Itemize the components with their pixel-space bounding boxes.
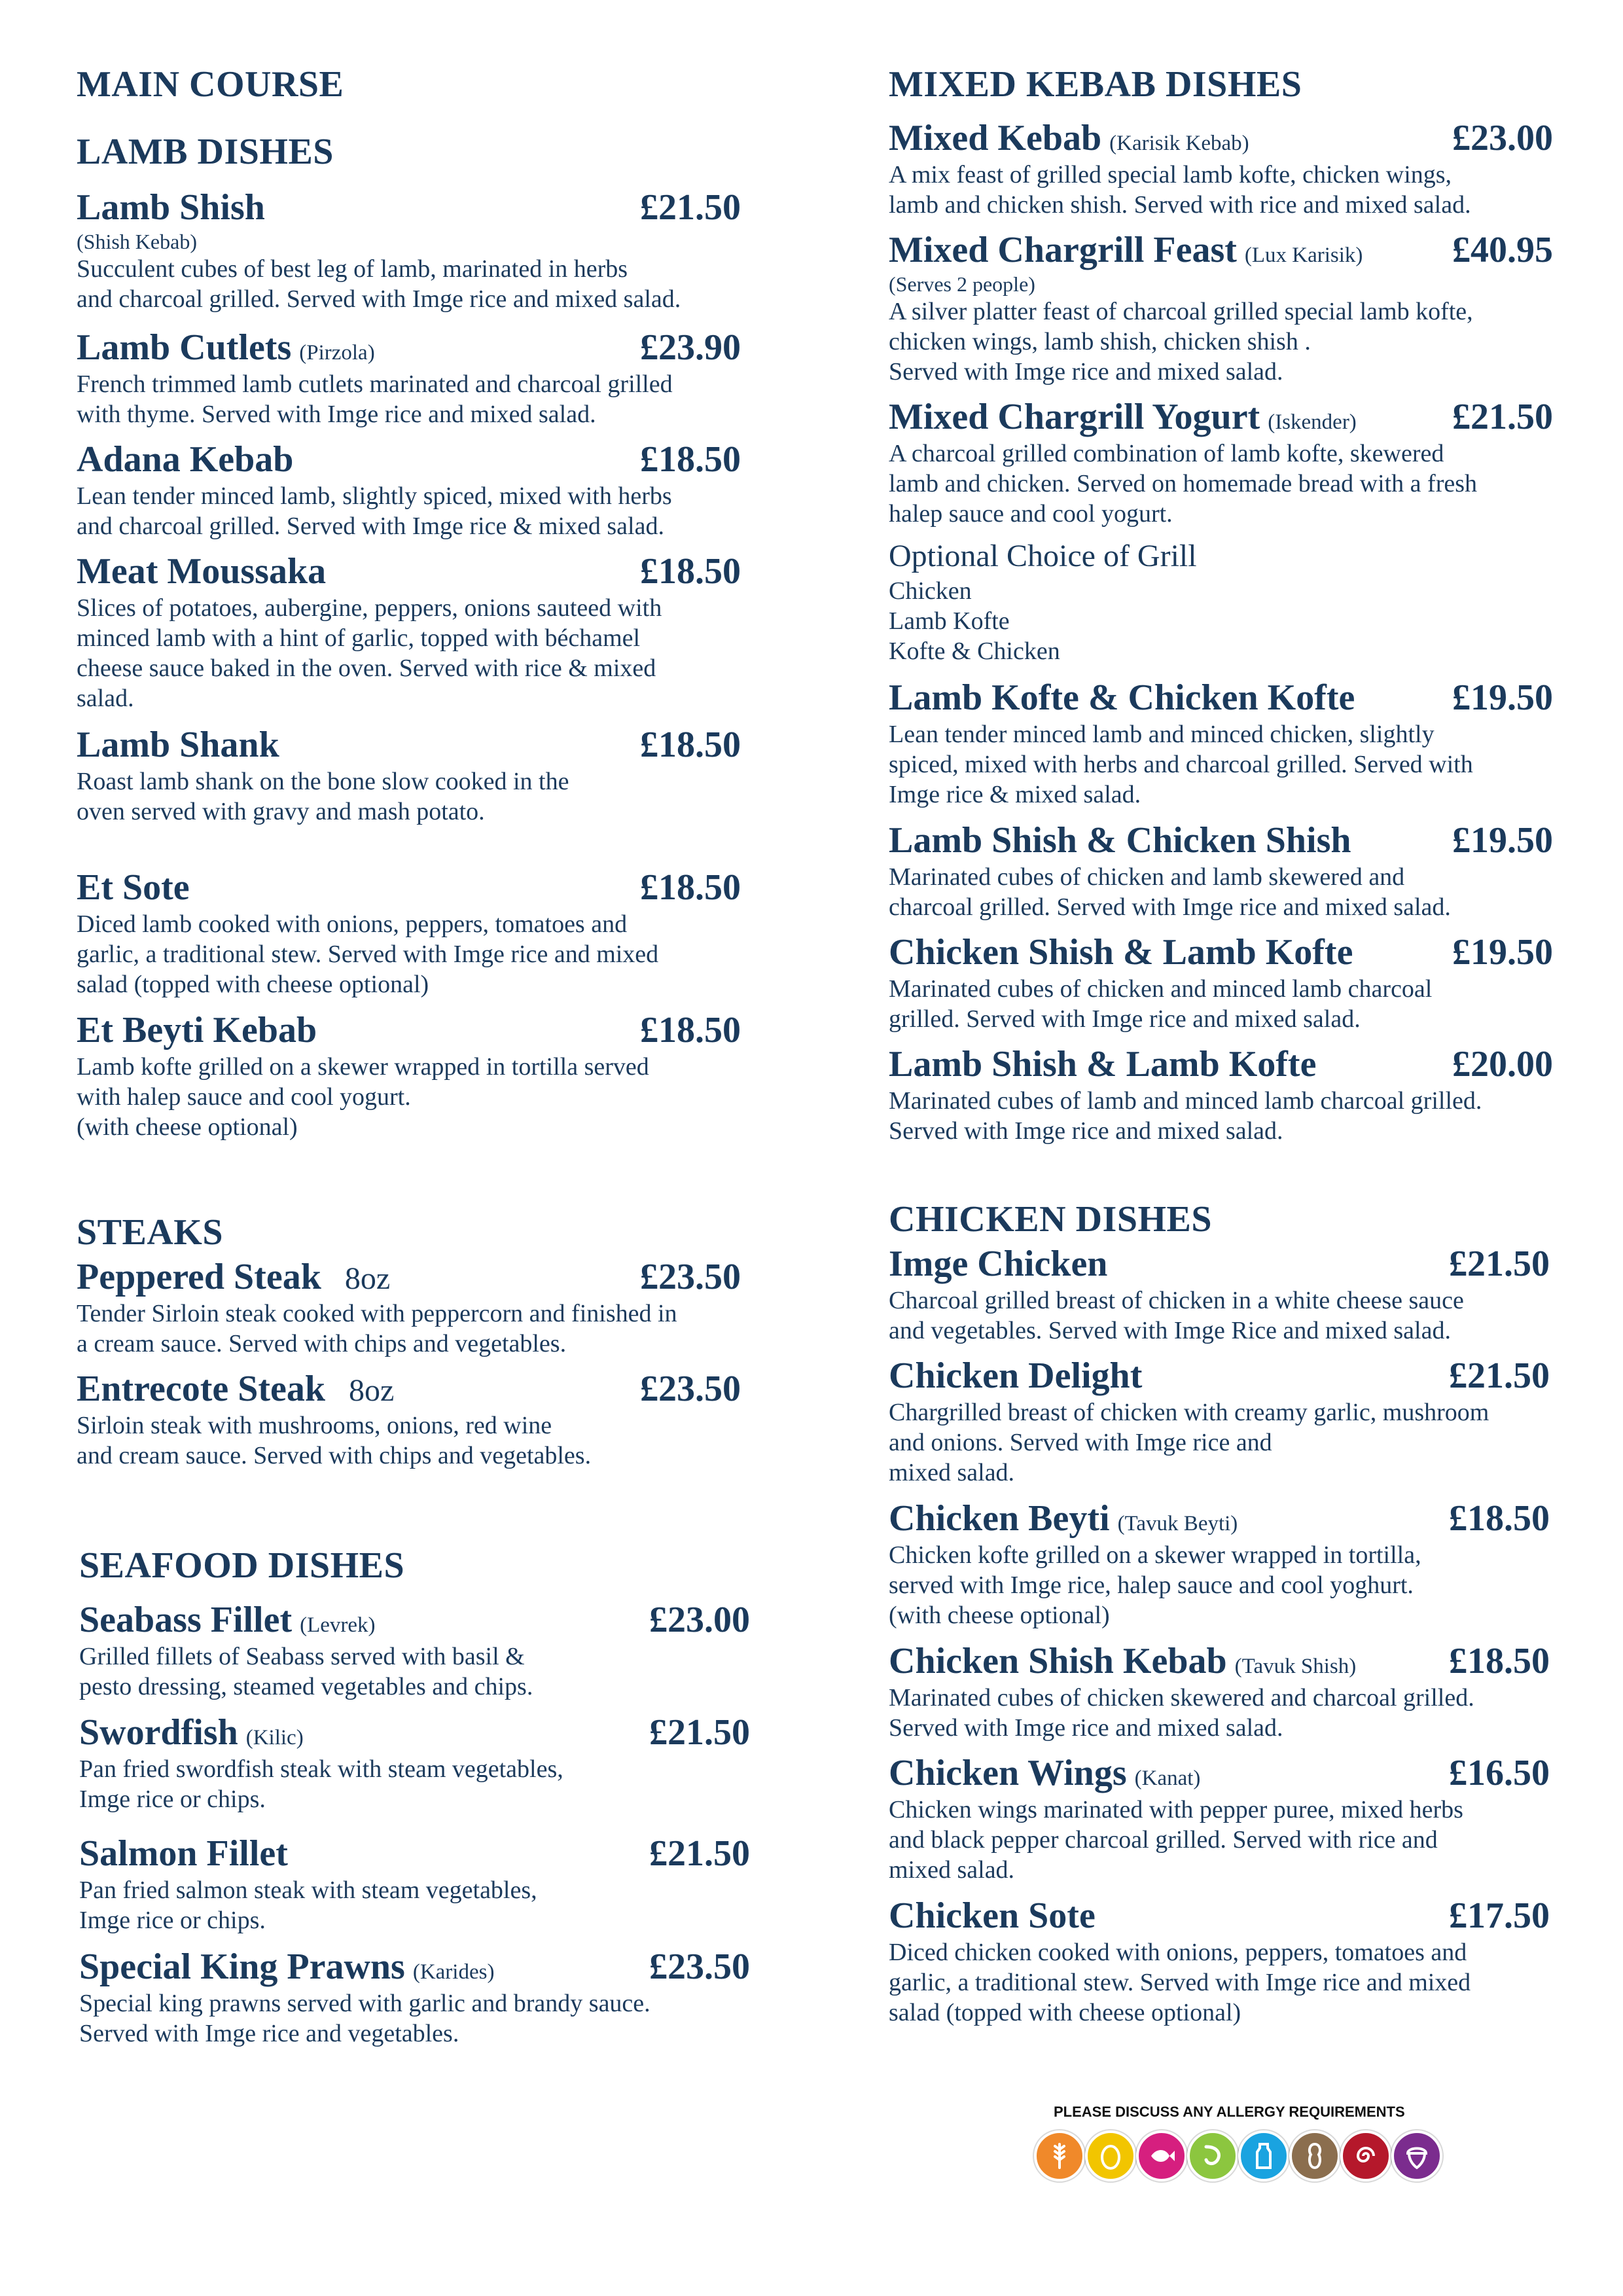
item-name: Chicken Shish & Lamb Kofte <box>889 932 1353 973</box>
item-name: Entrecote Steak <box>77 1369 325 1409</box>
menu-item-lamb-shish <box>77 186 741 314</box>
item-name: Lamb Kofte & Chicken Kofte <box>889 677 1355 718</box>
item-description: Lean tender minced lamb and minced chicken, slightly spiced, mixed with herbs and charcoal grilled. Served with Imge rice & mixed salad. <box>889 721 1473 808</box>
chicken-dishes-heading: CHICKEN DISHES <box>889 1199 1213 1240</box>
mixed-kebab-heading: MIXED KEBAB DISHES <box>889 64 1302 105</box>
menu-item-peppered-steak <box>77 1255 741 1359</box>
item-name: Imge Chicken <box>889 1244 1108 1284</box>
menu-item-mixed-kebab <box>889 117 1553 220</box>
menu-item-chicken-wings <box>889 1751 1550 1885</box>
item-price: £23.00 <box>1452 118 1553 158</box>
item-name: Swordfish <box>79 1712 238 1753</box>
item-description: Lamb kofte grilled on a skewer wrapped in tortilla served with halep sauce and cool yogurt. (with cheese optional) <box>77 1053 649 1141</box>
item-name: Lamb Shish & Lamb Kofte <box>889 1044 1317 1085</box>
menu-item-salmon-fillet <box>79 1832 750 1935</box>
item-subtitle: (Serves 2 people) <box>889 272 1035 296</box>
menu-item-seabass-fillet <box>79 1598 750 1702</box>
item-alt-name: 8oz <box>344 1261 391 1296</box>
item-name: Chicken Sote <box>889 1895 1096 1936</box>
item-description: Slices of potatoes, aubergine, peppers, onions sauteed with minced lamb with a hint of garlic, topped with béchamel cheese sauce baked in the oven. Served with rice & mixed salad. <box>77 594 662 712</box>
item-description: Chargrilled breast of chicken with creamy garlic, mushroom and onions. Served with Imge rice and mixed salad. <box>889 1399 1489 1486</box>
item-price: £18.50 <box>1449 1641 1550 1681</box>
egg-icon <box>1085 2130 1136 2181</box>
item-alt-name: (Karides) <box>412 1960 495 1984</box>
menu-item-chicken-sote <box>889 1894 1550 2028</box>
item-description: Roast lamb shank on the bone slow cooked in the oven served with gravy and mash potato. <box>77 768 569 825</box>
item-price: £23.50 <box>640 1257 741 1297</box>
item-description: Chicken kofte grilled on a skewer wrapped in tortilla, served with Imge rice, halep sauce and cool yoghurt. (with cheese optional) <box>889 1541 1421 1629</box>
menu-item-lamb-shank <box>77 723 741 827</box>
item-price: £40.95 <box>1452 230 1553 270</box>
item-alt-name: (Levrek) <box>300 1613 376 1637</box>
optional-choice: Lamb Kofte <box>889 607 1010 635</box>
item-price: £19.50 <box>1452 820 1553 861</box>
item-name: Et Beyti Kebab <box>77 1010 317 1050</box>
lamb-dishes-heading: LAMB DISHES <box>77 132 334 172</box>
optional-choice: Kofte & Chicken <box>889 637 1060 665</box>
item-price: £21.50 <box>640 187 741 228</box>
menu-item-special-king-prawns <box>79 1945 750 2049</box>
item-name: Salmon Fillet <box>79 1833 288 1874</box>
item-alt-name: 8oz <box>349 1373 395 1408</box>
item-description: Chicken wings marinated with pepper puree, mixed herbs and black pepper charcoal grilled. Served with rice and mixed salad. <box>889 1796 1463 1884</box>
item-name: Mixed Kebab <box>889 118 1102 158</box>
main-course-heading: MAIN COURSE <box>77 64 344 105</box>
item-alt-name: (Karisik Kebab) <box>1109 132 1249 155</box>
item-description: Lean tender minced lamb, slightly spiced, mixed with herbs and charcoal grilled. Served with Imge rice & mixed salad. <box>77 482 672 540</box>
item-price: £19.50 <box>1452 932 1553 973</box>
item-description: Grilled fillets of Seabass served with basil & pesto dressing, steamed vegetables and chips. <box>79 1643 533 1700</box>
item-name: Lamb Shish <box>77 187 265 228</box>
item-price: £21.50 <box>649 1712 750 1753</box>
item-price: £18.50 <box>640 1010 741 1050</box>
menu-item-lamb-shish-lamb-kofte <box>889 1043 1553 1146</box>
nuts-icon <box>1391 2130 1442 2181</box>
item-price: £19.50 <box>1452 677 1553 718</box>
menu-item-lamb-shish-chicken-shish <box>889 819 1553 922</box>
item-alt-name: (Kanat) <box>1134 1767 1201 1790</box>
item-description: Marinated cubes of lamb and minced lamb charcoal grilled. Served with Imge rice and mixed salad. <box>889 1087 1482 1145</box>
optional-grill-label: Optional Choice of Grill <box>889 539 1197 573</box>
item-name: Lamb Shish & Chicken Shish <box>889 820 1351 861</box>
menu-item-mixed-chargrill-feast <box>889 228 1553 387</box>
menu-item-chicken-shish-kebab <box>889 1640 1550 1743</box>
item-description: A mix feast of grilled special lamb kofte, chicken wings, lamb and chicken shish. Served with rice and mixed salad. <box>889 161 1471 219</box>
item-description: A charcoal grilled combination of lamb kofte, skewered lamb and chicken. Served on homemade bread with a fresh halep sauce and cool yogurt. <box>889 440 1478 528</box>
item-name: Seabass Fillet <box>79 1600 293 1640</box>
item-name: Meat Moussaka <box>77 551 327 592</box>
item-description: Marinated cubes of chicken skewered and charcoal grilled. Served with Imge rice and mixed salad. <box>889 1684 1474 1742</box>
item-price: £23.90 <box>640 327 741 368</box>
item-price: £21.50 <box>1449 1355 1550 1396</box>
item-description: Marinated cubes of chicken and minced lamb charcoal grilled. Served with Imge rice and mixed salad. <box>889 975 1433 1033</box>
item-name: Mixed Chargrill Yogurt <box>889 397 1260 437</box>
milk-icon <box>1238 2130 1289 2181</box>
item-price: £23.50 <box>649 1946 750 1987</box>
molluscs-icon <box>1340 2130 1391 2181</box>
item-description: Pan fried salmon steak with steam vegetables, Imge rice or chips. <box>79 1876 537 1934</box>
fish-icon <box>1136 2130 1187 2181</box>
item-subtitle: (Shish Kebab) <box>77 230 197 253</box>
item-price: £21.50 <box>1452 397 1553 437</box>
menu-item-swordfish <box>79 1711 750 1814</box>
item-price: £18.50 <box>640 551 741 592</box>
item-alt-name: (Tavuk Shish) <box>1234 1655 1357 1678</box>
item-name: Et Sote <box>77 867 190 908</box>
item-description: Succulent cubes of best leg of lamb, marinated in herbs and charcoal grilled. Served with Imge rice and mixed salad. <box>77 255 681 313</box>
item-alt-name: (Iskender) <box>1268 410 1357 434</box>
item-description: Special king prawns served with garlic and brandy sauce. Served with Imge rice and vegetables. <box>79 1990 651 2047</box>
crustaceans-icon <box>1187 2130 1238 2181</box>
allergy-note: PLEASE DISCUSS ANY ALLERGY REQUIREMENTS <box>1054 2104 1405 2120</box>
item-description: Sirloin steak with mushrooms, onions, red wine and cream sauce. Served with chips and vegetables. <box>77 1412 592 1469</box>
item-price: £20.00 <box>1452 1044 1553 1085</box>
item-name: Peppered Steak <box>77 1257 321 1297</box>
menu-item-lamb-cutlets <box>77 326 741 429</box>
item-description: Charcoal grilled breast of chicken in a white cheese sauce and vegetables. Served with Imge Rice and mixed salad. <box>889 1287 1464 1344</box>
item-name: Lamb Shank <box>77 725 279 765</box>
item-description: Diced lamb cooked with onions, peppers, tomatoes and garlic, a traditional stew. Served with Imge rice and mixed salad (topped with cheese optional) <box>77 910 659 998</box>
item-name: Lamb Cutlets <box>77 327 292 368</box>
peanut-icon <box>1289 2130 1340 2181</box>
menu-item-adana-kebab <box>77 438 741 541</box>
item-price: £18.50 <box>640 725 741 765</box>
item-description: Pan fried swordfish steak with steam vegetables, Imge rice or chips. <box>79 1755 563 1813</box>
item-description: A silver platter feast of charcoal grilled special lamb kofte, chicken wings, lamb shish, chicken shish . Served with Imge rice and mixed salad. <box>889 298 1473 386</box>
item-name: Chicken Delight <box>889 1355 1143 1396</box>
item-price: £23.00 <box>649 1600 750 1640</box>
optional-choice: Chicken <box>889 577 972 605</box>
menu-item-et-beyti-kebab <box>77 1009 741 1142</box>
menu-item-entrecote-steak <box>77 1367 741 1471</box>
item-name: Mixed Chargrill Feast <box>889 230 1237 270</box>
item-price: £21.50 <box>649 1833 750 1874</box>
menu-item-lamb-kofte-chicken-kofte <box>889 676 1553 810</box>
item-description: French trimmed lamb cutlets marinated and charcoal grilled with thyme. Served with Imge rice and mixed salad. <box>77 370 673 428</box>
menu-item-mixed-chargrill-yogurt <box>889 395 1553 529</box>
item-name: Chicken Wings <box>889 1753 1127 1793</box>
item-description: Diced chicken cooked with onions, peppers, tomatoes and garlic, a traditional stew. Served with Imge rice and mixed salad (topped with cheese optional) <box>889 1939 1471 2026</box>
item-description: Marinated cubes of chicken and lamb skewered and charcoal grilled. Served with Imge rice and mixed salad. <box>889 863 1451 921</box>
menu-item-chicken-beyti <box>889 1497 1550 1630</box>
item-price: £17.50 <box>1449 1895 1550 1936</box>
item-price: £18.50 <box>1449 1498 1550 1539</box>
item-alt-name: (Tavuk Beyti) <box>1117 1512 1238 1535</box>
item-alt-name: (Kilic) <box>245 1726 304 1749</box>
seafood-dishes-heading: SEAFOOD DISHES <box>79 1545 405 1586</box>
item-alt-name: (Pirzola) <box>299 341 375 365</box>
item-price: £18.50 <box>640 439 741 480</box>
item-price: £23.50 <box>640 1369 741 1409</box>
item-name: Special King Prawns <box>79 1946 405 1987</box>
item-name: Chicken Shish Kebab <box>889 1641 1227 1681</box>
menu-item-chicken-delight <box>889 1354 1550 1488</box>
item-name: Adana Kebab <box>77 439 294 480</box>
item-price: £16.50 <box>1449 1753 1550 1793</box>
item-alt-name: (Lux Karisik) <box>1244 243 1363 267</box>
item-price: £21.50 <box>1449 1244 1550 1284</box>
menu-item-et-sote <box>77 866 741 999</box>
menu-item-chicken-shish-lamb-kofte <box>889 931 1553 1034</box>
item-name: Chicken Beyti <box>889 1498 1110 1539</box>
menu-item-meat-moussaka <box>77 550 741 713</box>
menu-item-imge-chicken <box>889 1242 1550 1346</box>
item-description: Tender Sirloin steak cooked with peppercorn and finished in a cream sauce. Served with chips and vegetables. <box>77 1300 677 1357</box>
gluten-icon <box>1034 2130 1085 2181</box>
item-price: £18.50 <box>640 867 741 908</box>
steaks-heading: STEAKS <box>77 1212 223 1253</box>
